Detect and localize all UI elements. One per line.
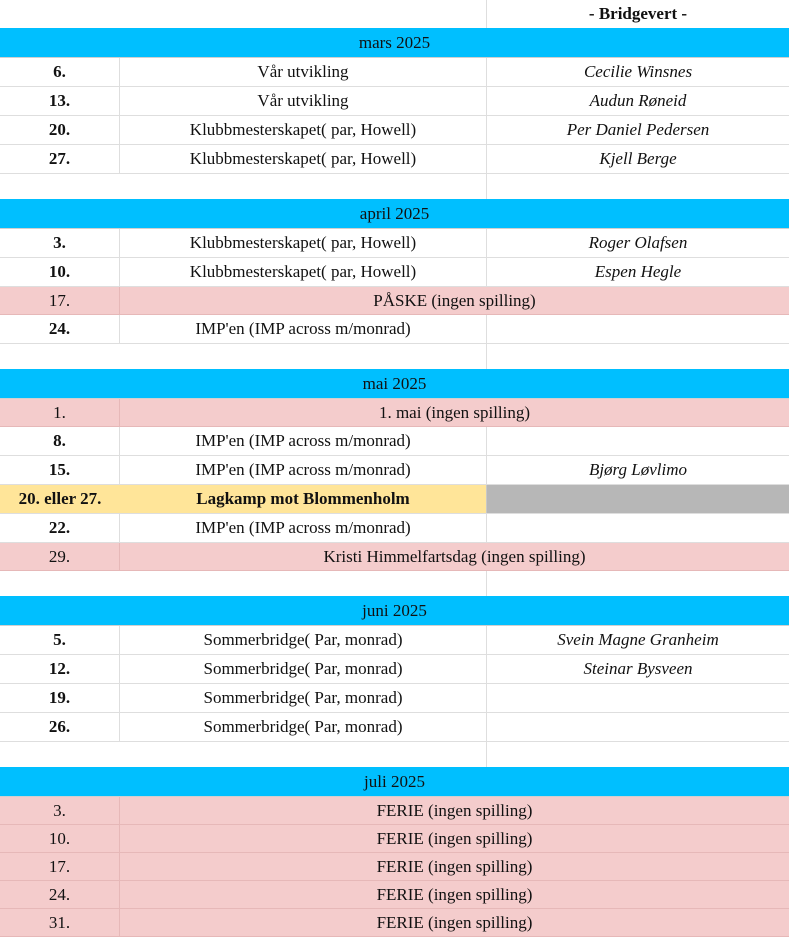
host-cell [487,713,789,741]
event-row [0,87,789,116]
header-cell-date [0,0,120,28]
closed-row [0,853,789,881]
spacer-cell [487,174,789,199]
special-event-row [0,485,789,514]
spacer-cell [120,344,487,369]
event-cell: Sommerbridge( Par, monrad) [120,626,487,654]
month-header-row [0,369,789,399]
closed-note: FERIE (ingen spilling) [376,800,533,820]
event-cell: IMP'en (IMP across m/monrad) [120,514,487,542]
event-row [0,258,789,287]
host-cell [487,684,789,712]
event-cell: Klubbmesterskapet( par, Howell) [120,258,487,286]
month-header-row [0,199,789,229]
closed-row [0,287,789,315]
event-row [0,116,789,145]
event-row [0,684,789,713]
event-row [0,456,789,485]
closed-note: PÅSKE (ingen spilling) [373,290,536,310]
date-cell: 17. [0,853,120,880]
schedule-body [0,28,789,937]
spacer-cell [487,344,789,369]
date-cell: 31. [0,909,120,936]
event-row [0,315,789,344]
closed-row [0,881,789,909]
month-label: mars 2025 [358,32,431,52]
spacer-row [0,174,789,199]
spacer-cell [120,174,487,199]
spacer-row [0,344,789,369]
event-row [0,713,789,742]
event-row [0,655,789,684]
date-cell: 29. [0,543,120,570]
date-cell: 20. eller 27. [0,485,120,513]
closed-note: FERIE (ingen spilling) [376,856,533,876]
month-label: juli 2025 [364,771,425,791]
host-cell: Audun Røneid [589,91,687,110]
closed-row [0,543,789,571]
host-cell: Cecilie Winsnes [583,62,693,81]
event-cell: Lagkamp mot Blommenholm [120,485,487,513]
spacer-cell [0,742,120,767]
month-header-row [0,767,789,797]
date-cell: 10. [0,825,120,852]
spacer-cell [0,344,120,369]
spacer-row [0,571,789,596]
closed-note: FERIE (ingen spilling) [376,912,533,932]
spacer-row [0,742,789,767]
closed-row [0,797,789,825]
date-cell: 12. [0,655,120,683]
event-cell: IMP'en (IMP across m/monrad) [120,427,487,455]
closed-note: FERIE (ingen spilling) [376,884,533,904]
event-cell: Klubbmesterskapet( par, Howell) [120,229,487,257]
host-cell: Kjell Berge [599,149,677,168]
month-label: mai 2025 [362,373,427,393]
date-cell: 6. [0,58,120,86]
date-cell: 3. [0,797,120,824]
host-cell: Steinar Bysveen [583,659,693,678]
event-row [0,229,789,258]
event-row [0,427,789,456]
host-cell: Roger Olafsen [588,233,688,252]
closed-note: 1. mai (ingen spilling) [378,402,531,422]
event-row [0,145,789,174]
month-header-row [0,28,789,58]
month-label: juni 2025 [362,600,427,620]
event-cell: Vår utvikling [120,58,487,86]
host-cell: Espen Hegle [594,262,682,281]
host-cell: Per Daniel Pedersen [566,120,710,139]
closed-row [0,399,789,427]
date-cell: 15. [0,456,120,484]
event-row [0,626,789,655]
date-cell: 19. [0,684,120,712]
event-cell: Vår utvikling [120,87,487,115]
date-cell: 8. [0,427,120,455]
event-cell: Klubbmesterskapet( par, Howell) [120,145,487,173]
date-cell: 27. [0,145,120,173]
date-cell: 24. [0,881,120,908]
date-cell: 3. [0,229,120,257]
host-cell: Svein Magne Granheim [557,630,719,649]
spacer-cell [0,571,120,596]
date-cell: 5. [0,626,120,654]
event-cell: Sommerbridge( Par, monrad) [120,684,487,712]
spacer-cell [0,174,120,199]
closed-row [0,825,789,853]
event-row [0,58,789,87]
spacer-cell [487,742,789,767]
event-cell: IMP'en (IMP across m/monrad) [120,315,487,343]
date-cell: 10. [0,258,120,286]
header-row [0,0,789,28]
header-cell-host: - Bridgevert - [588,4,688,23]
event-cell: Sommerbridge( Par, monrad) [120,713,487,741]
date-cell: 17. [0,287,120,314]
host-cell [487,315,789,343]
spacer-cell [487,571,789,596]
date-cell: 1. [0,399,120,426]
host-cell [487,485,789,513]
date-cell: 22. [0,514,120,542]
event-cell: IMP'en (IMP across m/monrad) [120,456,487,484]
host-cell [487,427,789,455]
date-cell: 20. [0,116,120,144]
date-cell: 13. [0,87,120,115]
date-cell: 26. [0,713,120,741]
month-header-row [0,596,789,626]
date-cell: 24. [0,315,120,343]
closed-note: Kristi Himmelfartsdag (ingen spilling) [323,546,586,566]
closed-note: FERIE (ingen spilling) [376,828,533,848]
spacer-cell [120,571,487,596]
event-row [0,514,789,543]
event-cell: Klubbmesterskapet( par, Howell) [120,116,487,144]
host-cell [487,514,789,542]
spacer-cell [120,742,487,767]
header-cell-event [120,0,487,28]
host-cell: Bjørg Løvlimo [588,460,688,479]
event-cell: Sommerbridge( Par, monrad) [120,655,487,683]
month-label: april 2025 [359,203,430,223]
